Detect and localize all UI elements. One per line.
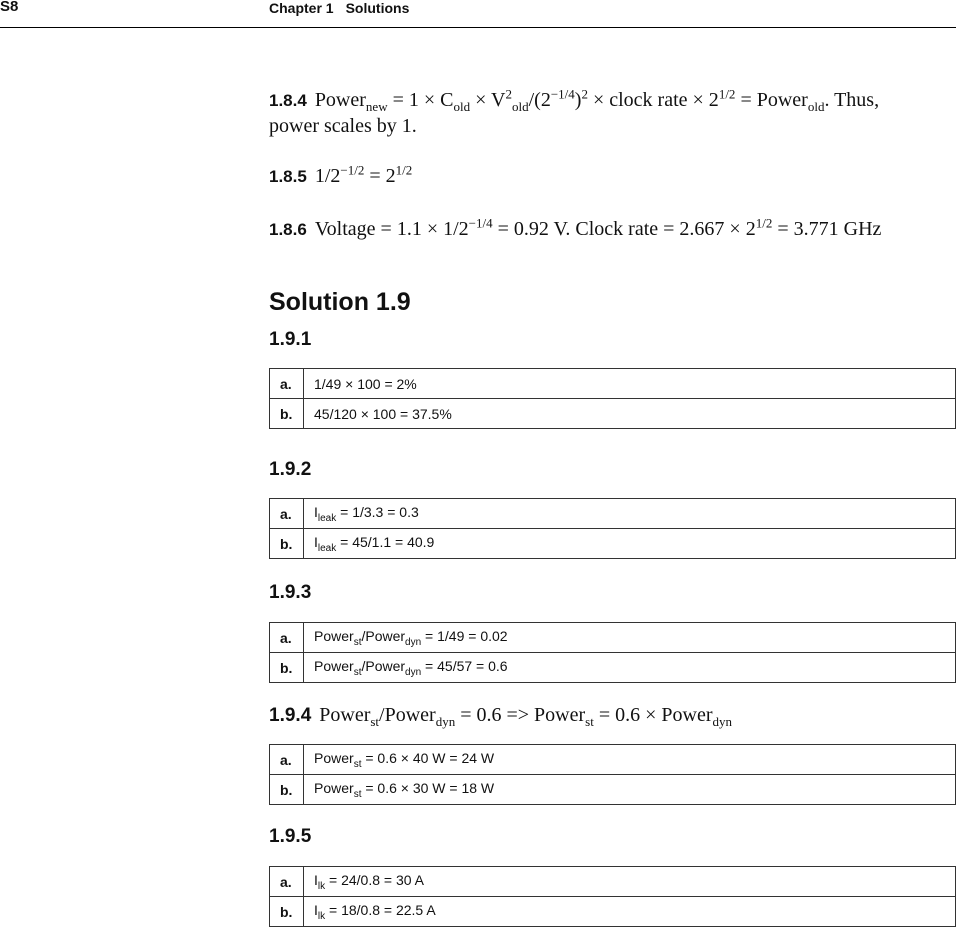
solution-heading: Solution 1.9 (269, 288, 411, 316)
chapter-label: Chapter 1 (269, 0, 334, 16)
page-number: S8 (0, 0, 19, 15)
row-value: 45/120 × 100 = 37.5% (304, 399, 956, 429)
answer-table-1-9-4 (269, 744, 956, 805)
item-1-8-4-continuation: power scales by 1. (269, 115, 417, 137)
row-value: Power$_{st}$ = 0.6 × 30 W = 18 W (304, 775, 956, 805)
item-1-8-4 (269, 86, 879, 115)
subheading-1-9-3: 1.9.3 (269, 582, 312, 603)
item-number: 1.8.4 (269, 90, 307, 110)
table-row (270, 897, 956, 927)
row-value: $I_{lk} = 24/0.8 = 30$ A (304, 867, 956, 897)
row-label: a. (270, 745, 304, 775)
row-label: b. (270, 529, 304, 559)
row-label: a. (270, 867, 304, 897)
row-value: Power$_{st}$/Power$_{dyn}$ = 45/57 = 0.6 (304, 653, 956, 683)
subheading-1-9-2: 1.9.2 (269, 459, 312, 480)
equation: Power$_{new}$ = $1 \times C_{old} \times V^2_{old}/(2^{-1/4})^2$ × clock rate × $2^{1/2}$ = Power$_{old}$. Thus, (314, 86, 880, 114)
table-row (270, 499, 956, 529)
row-value: Power$_{st}$/Power$_{dyn}$ = 1/49 = 0.02 (304, 623, 956, 653)
table-row (270, 867, 956, 897)
equation: Power$_{st}$/Power$_{dyn}$ = 0.6 => Power$_{st}$ = 0.6 × Power$_{dyn}$ (319, 704, 733, 729)
item-number: 1.9.4 (269, 705, 312, 726)
item-1-8-6 (269, 215, 881, 241)
row-value: Power$_{st}$ = 0.6 × 40 W = 24 W (304, 745, 956, 775)
row-label: b. (270, 399, 304, 429)
row-label: a. (270, 623, 304, 653)
equation: $1/2^{-1/2} = 2^{1/2}$ (314, 162, 413, 187)
item-1-8-5 (269, 162, 412, 188)
table-row (270, 653, 956, 683)
row-label: b. (270, 897, 304, 927)
running-header (269, 0, 409, 16)
table-row (270, 623, 956, 653)
item-number: 1.8.5 (269, 166, 307, 186)
row-value: $I_{lk} = 18/0.8 = 22.5$ A (304, 897, 956, 927)
subheading-1-9-1: 1.9.1 (269, 329, 312, 350)
row-label: a. (270, 499, 304, 529)
equation: Voltage = $1.1 \times 1/2^{-1/4} = 0.92$ V. Clock rate = $2.667 \times 2^{1/2} = 3.771$ GHz (314, 215, 882, 240)
answer-table-1-9-3 (269, 622, 956, 683)
row-label: a. (270, 369, 304, 399)
table-row (270, 775, 956, 805)
answer-table-1-9-1 (269, 368, 956, 429)
table-row (270, 529, 956, 559)
row-value: $I_{leak} = 45/1.1 = 40.9$ (304, 529, 956, 559)
row-value: $I_{leak} = 1/3.3 = 0.3$ (304, 499, 956, 529)
row-label: b. (270, 653, 304, 683)
table-row (270, 369, 956, 399)
header-rule (0, 27, 956, 28)
subheading-1-9-5: 1.9.5 (269, 826, 312, 847)
answer-table-1-9-2 (269, 498, 956, 559)
row-label: b. (270, 775, 304, 805)
item-1-9-4 (269, 704, 732, 730)
section-label: Solutions (345, 0, 410, 16)
table-row (270, 399, 956, 429)
answer-table-1-9-5 (269, 866, 956, 927)
table-row (270, 745, 956, 775)
row-value: 1/49 × 100 = 2% (304, 369, 956, 399)
item-number: 1.8.6 (269, 219, 307, 239)
